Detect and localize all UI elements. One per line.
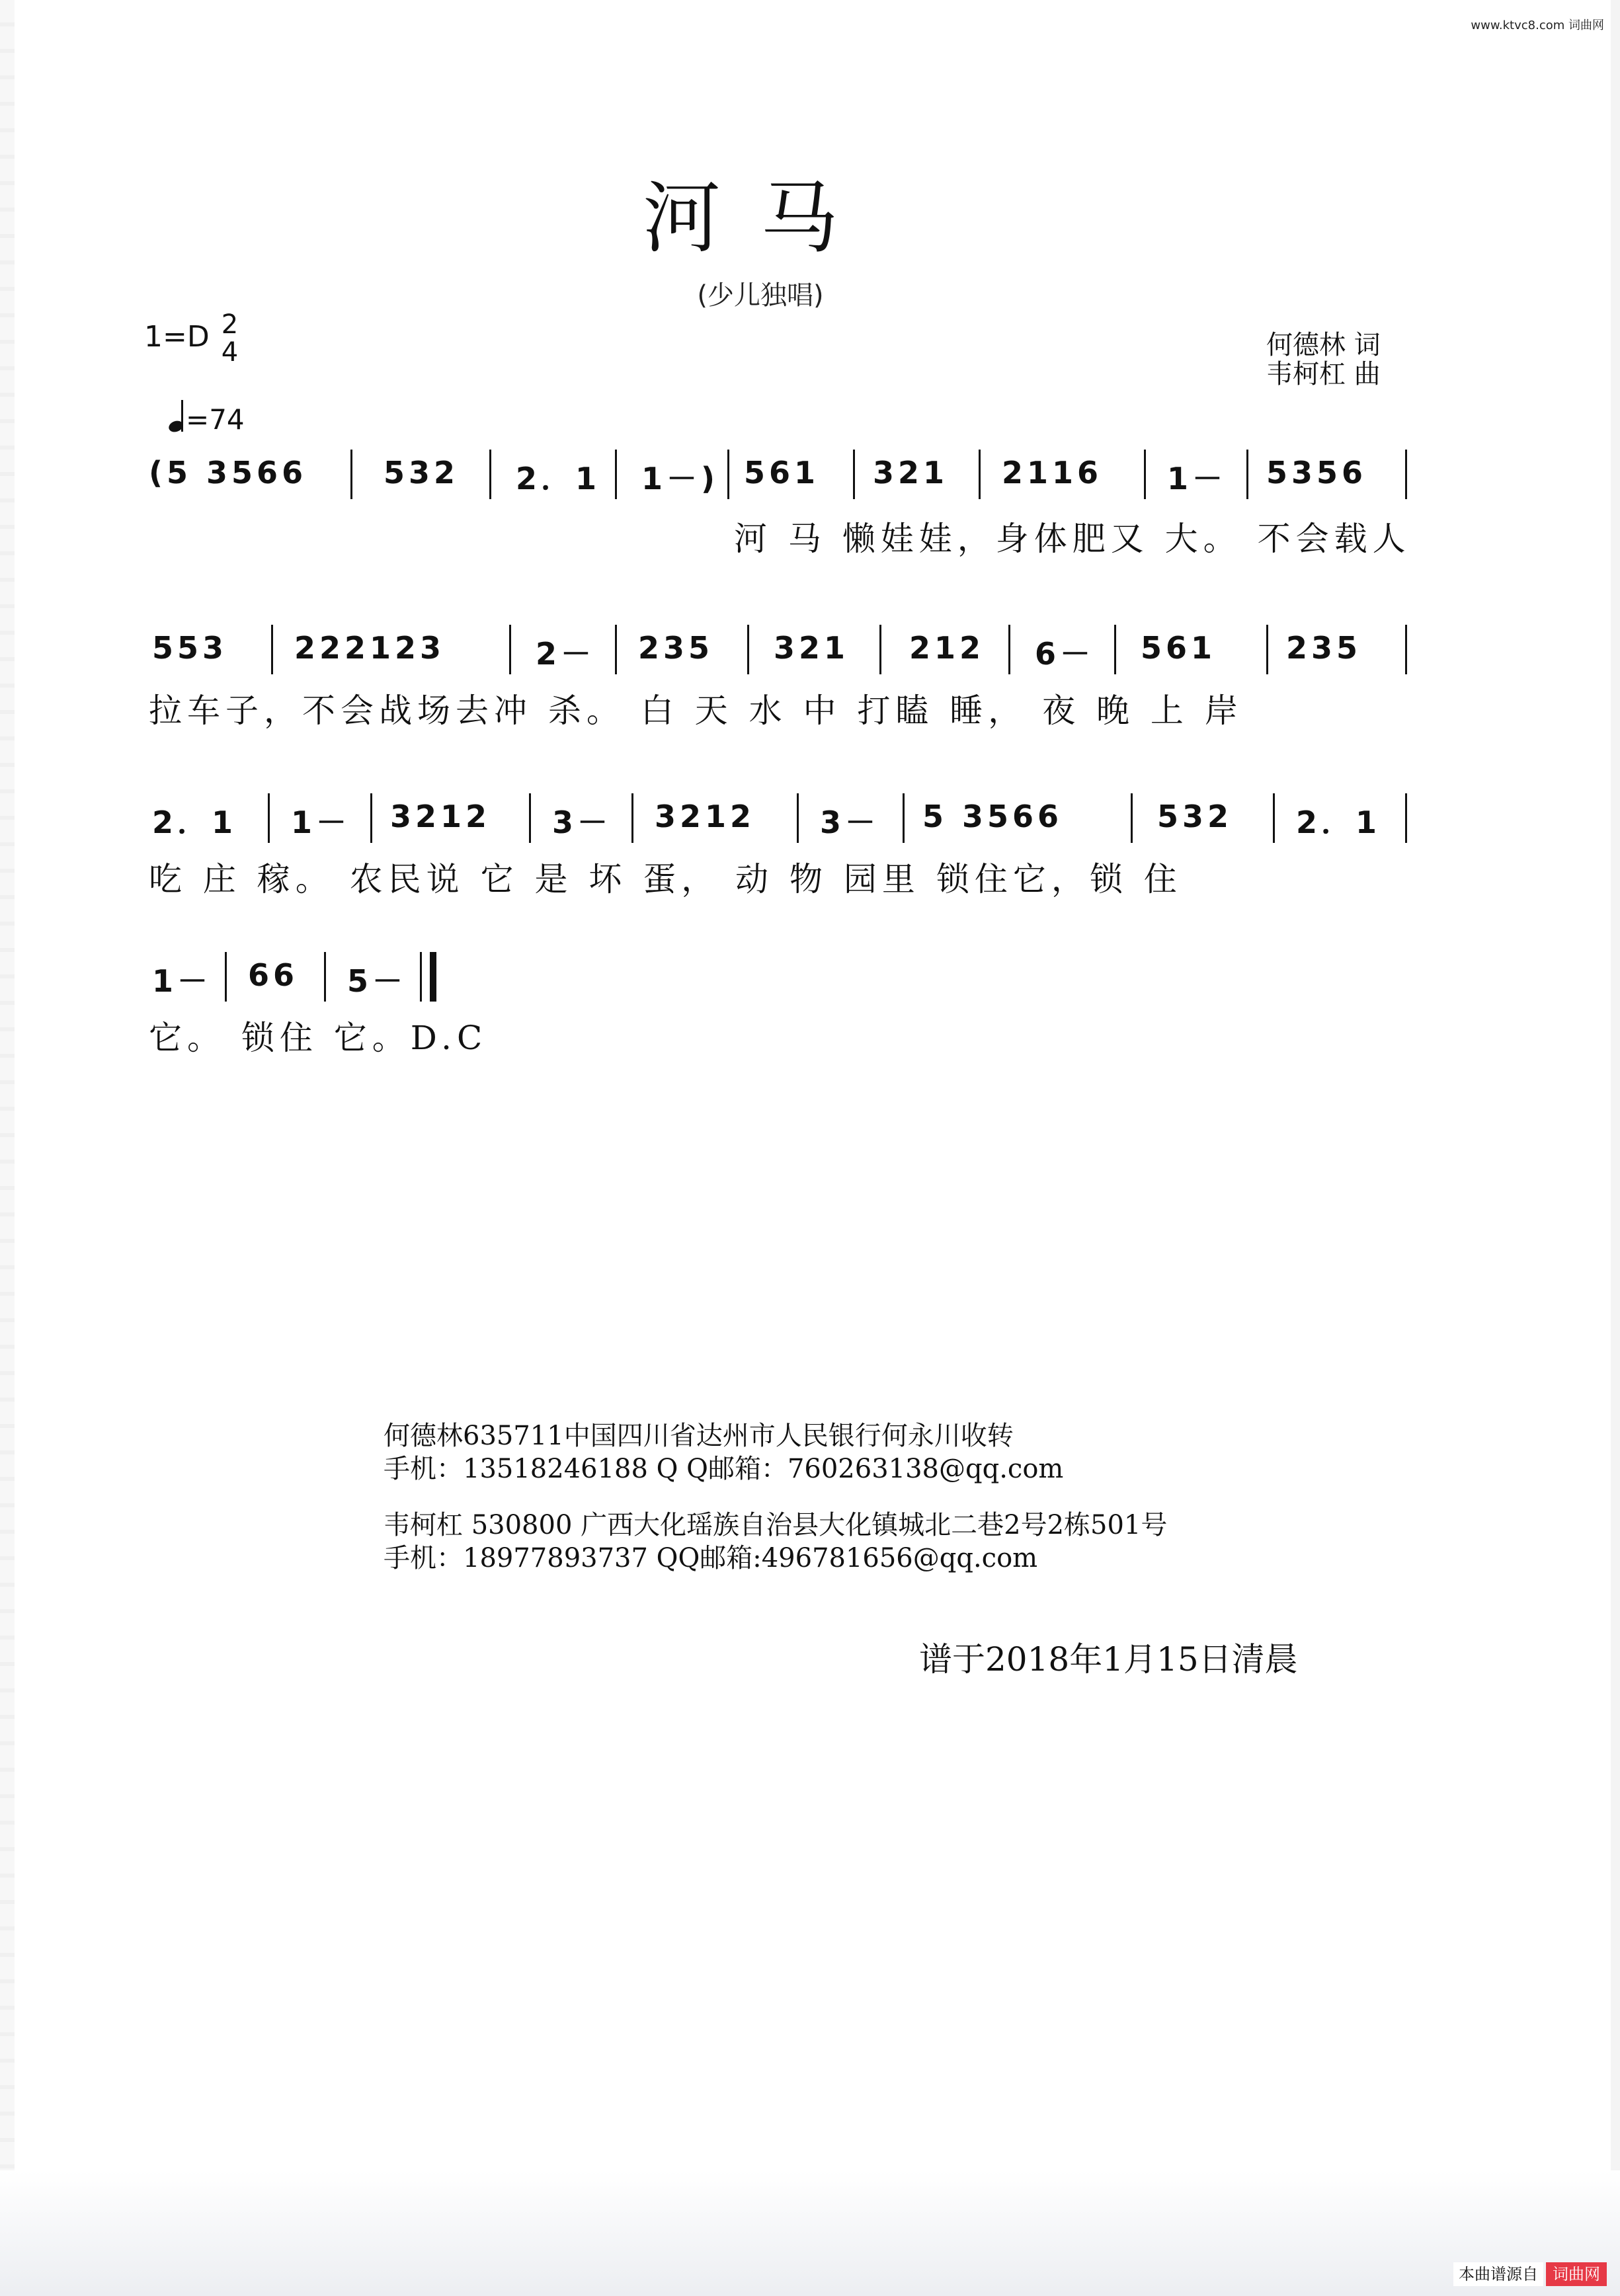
contact-composer-phone: 手机：18977893737 QQ邮箱:496781656@qq.com — [384, 1543, 1038, 1573]
credits — [1266, 331, 1381, 389]
measure: 2－ — [536, 636, 596, 672]
measure: 5－ — [347, 963, 407, 999]
song-title: 河马 — [642, 173, 878, 264]
time-top: 2 — [221, 309, 239, 340]
key-signature — [144, 311, 238, 366]
lyrics-row-2: 拉车子，不会战场去冲 杀。 白 天 水 中 打瞌 睡， 夜 晚 上 岸 — [149, 692, 1243, 730]
lyrics-row-4: 它。 锁住 它。D.C — [149, 1019, 488, 1057]
measure: 2．1 — [516, 461, 601, 496]
contact-lyricist-phone: 手机：13518246188 Q Q邮箱：760263138@qq.com — [384, 1454, 1064, 1484]
measure: 2116 — [1002, 455, 1103, 491]
measure: 235 — [1286, 630, 1362, 666]
measure: 212 — [909, 630, 985, 666]
measure: 1－ — [1167, 461, 1227, 496]
scan-edge-left — [0, 0, 15, 2296]
measure: 1－) — [641, 461, 719, 496]
composition-date: 谱于2018年1月15日清晨 — [919, 1640, 1298, 1679]
measure: 3212 — [390, 799, 491, 834]
measure: 3212 — [655, 799, 756, 834]
measure: 2．1 — [152, 805, 237, 840]
key-text: 1=D — [144, 320, 210, 354]
footer-band — [0, 2170, 1620, 2296]
measure: 6－ — [1035, 636, 1095, 672]
notation-row-4 — [149, 952, 1418, 1011]
scan-edge-right — [1611, 0, 1620, 2296]
measure: 532 — [384, 455, 460, 491]
lyricist-credit: 何德林 词 — [1266, 330, 1381, 360]
measure: 3－ — [820, 805, 880, 840]
notation-row-3 — [149, 793, 1418, 853]
measure: 561 — [744, 455, 820, 491]
tempo-marking — [169, 400, 245, 436]
measure: 2．1 — [1296, 805, 1381, 840]
lyrics-row-1: 河 马 懒娃娃，身体肥又 大。 不会载人 — [734, 520, 1411, 558]
contact-lyricist-address: 何德林635711中国四川省达州市人民银行何永川收转 — [384, 1421, 1014, 1451]
measure: 1－ — [152, 963, 212, 999]
tempo-value: =74 — [186, 403, 245, 436]
song-subtitle: (少儿独唱) — [697, 280, 824, 311]
footer-brand-link[interactable]: 词曲网 — [1546, 2262, 1607, 2286]
measure: 553 — [152, 630, 228, 666]
measure: 5 3566 — [922, 799, 1063, 834]
final-barline — [430, 952, 436, 1002]
site-watermark[interactable]: www.ktvc8.com 词曲网 — [1471, 19, 1604, 32]
measure: 235 — [638, 630, 714, 666]
measure: 222123 — [294, 630, 446, 666]
measure: 561 — [1141, 630, 1217, 666]
measure: 5356 — [1266, 455, 1367, 491]
measure: 3－ — [552, 805, 612, 840]
composer-credit: 韦柯杠 曲 — [1266, 359, 1381, 389]
measure: (5 3566 — [149, 455, 307, 491]
notation-row-1 — [149, 450, 1418, 509]
lyrics-row-3: 吃 庄 稼。 农民说 它 是 坏 蛋， 动 物 园里 锁住它，锁 住 — [149, 860, 1182, 898]
notation-row-2 — [149, 625, 1418, 684]
measure: 1－ — [291, 805, 351, 840]
measure: 532 — [1157, 799, 1233, 834]
contact-composer-address: 韦柯杠 530800 广西大化瑶族自治县大化镇城北二巷2号2栋501号 — [384, 1510, 1168, 1540]
measure: 321 — [873, 455, 949, 491]
footer-source[interactable] — [1453, 2261, 1607, 2284]
measure: 321 — [774, 630, 850, 666]
measure: 66 — [248, 957, 299, 993]
time-bottom: 4 — [221, 337, 239, 368]
time-signature — [222, 311, 238, 366]
footer-source-label: 本曲谱源自 — [1453, 2262, 1543, 2286]
